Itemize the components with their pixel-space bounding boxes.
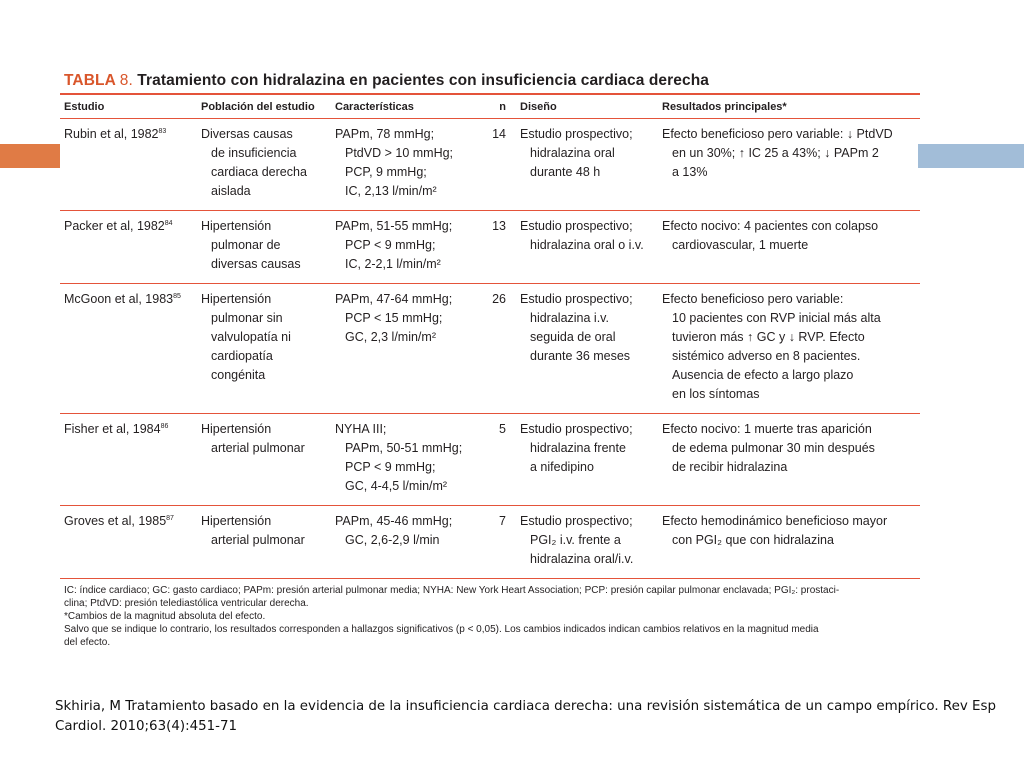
cell-characteristics [331, 284, 481, 414]
cell-characteristics [331, 414, 481, 506]
cell-characteristics-line: GC, 4-4,5 l/min/m² [345, 479, 448, 493]
study-name: Rubin et al, 1982 [64, 127, 159, 141]
cell-design [516, 284, 658, 414]
cell-characteristics-line: PAPm, 78 mmHg; [335, 127, 435, 141]
cell-population-line: congénita [211, 368, 266, 382]
cell-characteristics-line: PAPm, 47-64 mmHg; [335, 292, 453, 306]
cell-population-line: Hipertensión [201, 422, 272, 436]
header-characteristics: Características [331, 95, 481, 119]
cell-design-line: durante 36 meses [530, 349, 631, 363]
cell-population-line: pulmonar sin [211, 311, 283, 325]
table-title-text: Tratamiento con hidralazina en pacientes con insuficiencia cardiaca derecha [137, 72, 710, 89]
citation-text: Skhiria, M Tratamiento basado en la evidencia de la insuficiencia cardiaca derecha: una revisión sistemática de un campo empírico. Rev Esp Cardiol. 2010;63(4):451-71 [55, 699, 996, 734]
results-table [60, 95, 920, 579]
cell-design-line: Estudio prospectivo; [520, 292, 633, 306]
cell-design-line: Estudio prospectivo; [520, 514, 633, 528]
cell-characteristics-line: PCP < 9 mmHg; [345, 238, 436, 252]
cell-design-line: Estudio prospectivo; [520, 219, 633, 233]
cell-results [658, 284, 920, 414]
cell-population-line: arterial pulmonar [211, 441, 305, 455]
footnote-line: clina; PtdVD: presión telediastólica ventricular derecha. [64, 598, 309, 609]
cell-design-line: a nifedipino [530, 460, 594, 474]
cell-characteristics [331, 211, 481, 284]
cell-results-line: Efecto beneficioso pero variable: ↓ PtdVD [662, 127, 893, 141]
cell-characteristics-line: GC, 2,6-2,9 l/min [345, 533, 440, 547]
cell-study [60, 211, 197, 284]
cell-design [516, 119, 658, 211]
cell-results [658, 506, 920, 579]
cell-population [197, 119, 331, 211]
cell-study [60, 506, 197, 579]
cell-design-line: hidralazina oral [530, 146, 615, 160]
table-row [60, 119, 920, 211]
cell-design-line: seguida de oral [530, 330, 616, 344]
cell-design-line: hidralazina oral/i.v. [530, 552, 634, 566]
cell-results-line: con PGI₂ que con hidralazina [672, 533, 834, 547]
header-results: Resultados principales* [658, 95, 920, 119]
accent-bar-left [0, 144, 60, 168]
cell-characteristics-line: PCP, 9 mmHg; [345, 165, 427, 179]
header-n: n [481, 95, 516, 119]
cell-population-line: Hipertensión [201, 292, 272, 306]
cell-design-line: Estudio prospectivo; [520, 422, 633, 436]
cell-study [60, 284, 197, 414]
cell-n: 7 [481, 506, 516, 579]
accent-bar-right [918, 144, 1024, 168]
cell-results-line: sistémico adverso en 8 pacientes. [672, 349, 861, 363]
cell-results [658, 211, 920, 284]
cell-results-line: Ausencia de efecto a largo plazo [672, 368, 854, 382]
cell-characteristics-line: PCP < 9 mmHg; [345, 460, 436, 474]
cell-characteristics-line: IC, 2-2,1 l/min/m² [345, 257, 441, 271]
table-title-number: 8. [119, 72, 133, 89]
cell-population-line: aislada [211, 184, 251, 198]
cell-characteristics-line: NYHA III; [335, 422, 387, 436]
cell-population-line: cardiopatía [211, 349, 273, 363]
cell-characteristics-line: PAPm, 45-46 mmHg; [335, 514, 453, 528]
cell-population [197, 414, 331, 506]
cell-population [197, 284, 331, 414]
table-row [60, 414, 920, 506]
cell-n: 5 [481, 414, 516, 506]
cell-results-line: de edema pulmonar 30 min después [672, 441, 875, 455]
cell-results-line: en un 30%; ↑ IC 25 a 43%; ↓ PAPm 2 [672, 146, 879, 160]
header-design: Diseño [516, 95, 658, 119]
cell-characteristics-line: PCP < 15 mmHg; [345, 311, 443, 325]
cell-population-line: Diversas causas [201, 127, 293, 141]
cell-results-line: tuvieron más ↑ GC y ↓ RVP. Efecto [672, 330, 865, 344]
cell-design-line: hidralazina i.v. [530, 311, 609, 325]
cell-population-line: cardiaca derecha [211, 165, 307, 179]
study-reference: 86 [160, 423, 169, 430]
cell-results-line: Efecto beneficioso pero variable: [662, 292, 844, 306]
cell-study [60, 119, 197, 211]
footnote-line: *Cambios de la magnitud absoluta del efecto. [64, 611, 266, 622]
table-figure [60, 72, 920, 649]
cell-population-line: arterial pulmonar [211, 533, 305, 547]
cell-design-line: Estudio prospectivo; [520, 127, 633, 141]
table-title [64, 72, 920, 93]
table-row [60, 284, 920, 414]
header-population: Población del estudio [197, 95, 331, 119]
cell-n: 13 [481, 211, 516, 284]
cell-results-line: Efecto nocivo: 1 muerte tras aparición [662, 422, 872, 436]
cell-population-line: Hipertensión [201, 219, 272, 233]
cell-characteristics-line: GC, 2,3 l/min/m² [345, 330, 436, 344]
footnote-line: IC: índice cardiaco; GC: gasto cardiaco; PAPm: presión arterial pulmonar media; NYHA: New York Heart Association; PCP: presión capilar pulmonar enclavada; PGI₂: prostaci- [64, 585, 840, 596]
study-reference: 85 [173, 293, 181, 300]
cell-design [516, 506, 658, 579]
table-header-row [60, 95, 920, 119]
cell-results-line: Efecto nocivo: 4 pacientes con colapso [662, 219, 879, 233]
study-name: Fisher et al, 1984 [64, 422, 161, 436]
cell-design [516, 211, 658, 284]
table-row [60, 506, 920, 579]
footnote-line: Salvo que se indique lo contrario, los resultados corresponden a hallazgos significativos (p < 0,05). Los cambios indicados indican cambios relativos en la magnitud media [64, 624, 819, 635]
cell-population-line: pulmonar de [211, 238, 281, 252]
study-reference: 83 [158, 128, 167, 135]
cell-population [197, 211, 331, 284]
header-study: Estudio [60, 95, 197, 119]
cell-design-line: hidralazina frente [530, 441, 626, 455]
cell-population-line: Hipertensión [201, 514, 272, 528]
cell-study [60, 414, 197, 506]
cell-characteristics-line: PAPm, 50-51 mmHg; [345, 441, 463, 455]
cell-results-line: 10 pacientes con RVP inicial más alta [672, 311, 881, 325]
study-reference: 87 [166, 515, 174, 522]
cell-results-line: en los síntomas [672, 387, 760, 401]
study-name: Packer et al, 1982 [64, 219, 165, 233]
cell-design-line: PGI₂ i.v. frente a [530, 533, 621, 547]
cell-design-line: hidralazina oral o i.v. [530, 238, 644, 252]
cell-n: 26 [481, 284, 516, 414]
cell-characteristics-line: IC, 2,13 l/min/m² [345, 184, 437, 198]
cell-population-line: diversas causas [211, 257, 301, 271]
study-reference: 84 [164, 220, 173, 227]
cell-design [516, 414, 658, 506]
table-row [60, 211, 920, 284]
cell-characteristics [331, 506, 481, 579]
cell-population-line: valvulopatía ni [211, 330, 291, 344]
cell-design-line: durante 48 h [530, 165, 601, 179]
cell-results-line: de recibir hidralazina [672, 460, 788, 474]
cell-results-line: cardiovascular, 1 muerte [672, 238, 809, 252]
cell-population [197, 506, 331, 579]
cell-characteristics-line: PtdVD > 10 mmHg; [345, 146, 454, 160]
study-name: McGoon et al, 1983 [64, 292, 174, 306]
cell-results-line: Efecto hemodinámico beneficioso mayor [662, 514, 888, 528]
study-name: Groves et al, 1985 [64, 514, 167, 528]
footnote-line: del efecto. [64, 637, 111, 648]
cell-characteristics [331, 119, 481, 211]
cell-results [658, 414, 920, 506]
table-title-label: TABLA [64, 72, 116, 89]
cell-results [658, 119, 920, 211]
cell-characteristics-line: PAPm, 51-55 mmHg; [335, 219, 453, 233]
cell-results-line: a 13% [672, 165, 708, 179]
table-footnotes [60, 584, 920, 649]
cell-n: 14 [481, 119, 516, 211]
cell-population-line: de insuficiencia [211, 146, 297, 160]
